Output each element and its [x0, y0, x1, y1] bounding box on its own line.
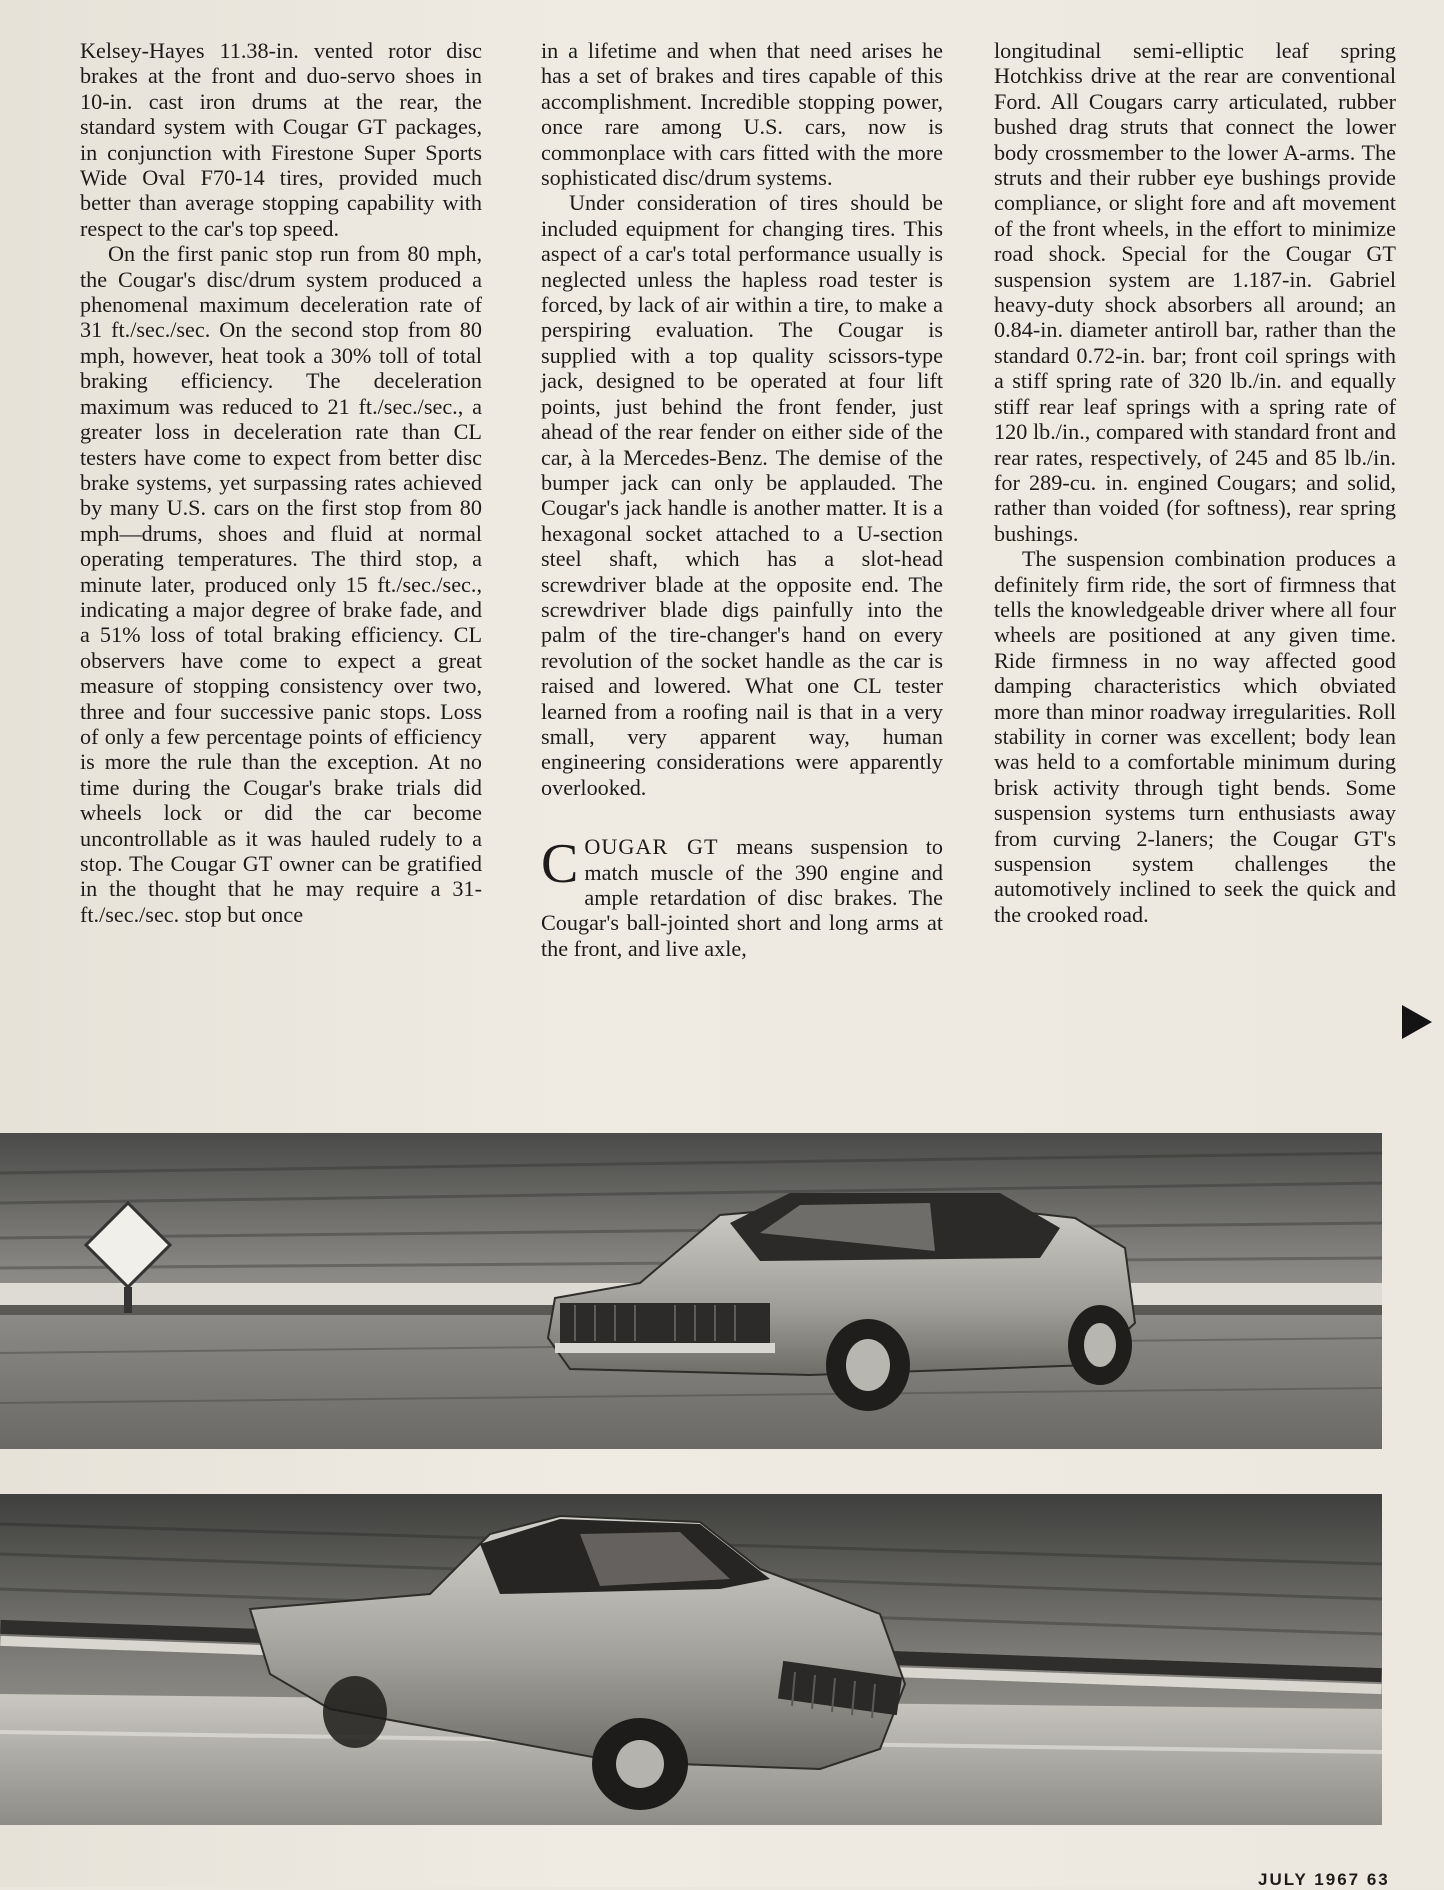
car-photo-front-image [0, 1133, 1382, 1449]
page-folio: JULY 1967 63 [1258, 1870, 1390, 1889]
paragraph: longitudinal semi-elliptic leaf spring Hotchkiss drive at the rear are conventional Ford. All Cougars carry articulated, rubber bushed drag struts that connect the lower body crossmember to the lower A-arms. The struts and their rubber eye bushings provide compliance, or slight fore and aft movement of the front wheels, in the effort to minimize road shock. Special for the Cougar GT suspension system are 1.187-in. Gabriel heavy-duty shock absorbers all around; an 0.84-in. diameter antiroll bar, rather than the standard 0.72-in. bar; front coil springs with a stiff spring rate of 320 lb./in. and equally stiff rear leaf springs with a spring rate of 120 lb./in., compared with standard front and rear rates, respectively, of 245 and 85 lb./in. for 289-cu. in. engined Cougars; and solid, rather than voided (for softness), rear spring bushings. [994, 38, 1396, 546]
drop-cap: C [541, 833, 579, 896]
paragraph: The suspension combination produces a definitely firm ride, the sort of firmness that tells the knowledgeable driver where all four wheels are positioned at any given time. Ride firmness in no way affected good damping characteristics which obviated more than minor roadway irregularities. Roll stability in corner was excellent; body lean was held to a comfortable minimum during brisk activity through tight bends. Some suspension systems turn enthusiasts away from curving 2-laners; the Cougar GT's suspension system challenges the automotively inclined to seek the quick and the crooked road. [994, 546, 1396, 927]
paragraph-text: means suspension to match muscle of the 390 engine and ample retardation of disc brakes. The Cougar's ball-jointed short and long arms at the front, and live axle, [541, 834, 944, 961]
text-column-2 [541, 38, 943, 961]
text-column-3 [994, 38, 1396, 927]
paragraph: in a lifetime and when that need arises he has a set of brakes and tires capable of this accomplishment. Incredible stopping power, once rare among U.S. cars, now is commonplace with cars fitted with the more sophisticated disc/drum systems. [541, 38, 943, 191]
paragraph: On the first panic stop run from 80 mph, the Cougar's disc/drum system produced a phenomenal maximum deceleration rate of 31 ft./sec./sec. On the second stop from 80 mph, however, heat took a 30% toll of total braking efficiency. The deceleration maximum was reduced to 21 ft./sec./sec., a greater loss in deceleration rate than CL testers have come to expect from better disc brake systems, yet surpassing rates achieved by many U.S. cars on the first stop from 80 mph—drums, shoes and fluid at normal operating temperatures. The third stop, a minute later, produced only 15 ft./sec./sec., indicating a major degree of brake fade, and a 51% loss of total braking efficiency. CL observers have come to expect a great measure of stopping consistency over two, three and four successive panic stops. Loss of only a few percentage points of efficiency is more the rule than the exception. At no time during the Cougar's brake trials did wheels lock or did the car become uncontrollable as it was hauled rudely to a stop. The Cougar GT owner can be gratified in the thought that he may require a 31-ft./sec./sec. stop but once [80, 241, 482, 927]
section-lead-paragraph [541, 834, 943, 961]
lead-in: OUGAR GT [584, 834, 719, 860]
paragraph: Under consideration of tires should be included equipment for changing tires. This aspect of a car's total performance usually is neglected unless the hapless road tester is forced, by lack of air within a tire, to make a perspiring evaluation. The Cougar is supplied with a top quality scissors-type jack, designed to be operated at four lift points, just behind the front fender, just ahead of the rear fender on either side of the car, à la Mercedes-Benz. The demise of the bumper jack can only be applauded. The Cougar's jack handle is another matter. It is a hexagonal socket attached to a U-section steel shaft, which has a slot-head screwdriver blade at the opposite end. The screwdriver blade digs painfully into the palm of the tire-changer's hand on every revolution of the socket handle as the car is raised and lowered. What one CL tester learned from a roofing nail is that in a very small, very apparent way, human engineering considerations were apparently overlooked. [541, 190, 943, 800]
car-photo-rear [0, 1494, 1382, 1825]
car-photo-rear-image [0, 1494, 1382, 1825]
continue-arrow-icon [1402, 1005, 1432, 1039]
paragraph: Kelsey-Hayes 11.38-in. vented rotor disc brakes at the front and duo-servo shoes in 10-in. cast iron drums at the rear, the standard system with Cougar GT packages, in conjunction with Firestone Super Sports Wide Oval F70-14 tires, provided much better than average stopping capability with respect to the car's top speed. [80, 38, 482, 241]
car-photo-front [0, 1133, 1382, 1449]
text-column-1 [80, 38, 482, 927]
section-break [541, 800, 943, 834]
